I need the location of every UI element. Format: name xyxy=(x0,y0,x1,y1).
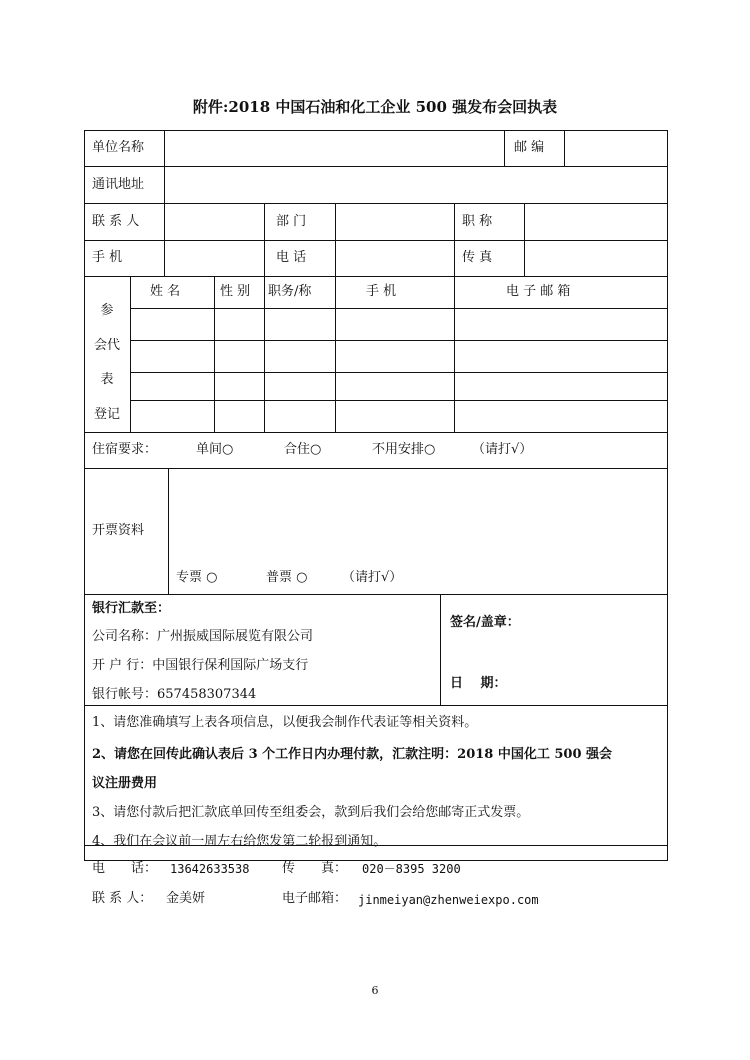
position-label: 职 称 xyxy=(462,214,493,229)
contact-label: 联 系 人 xyxy=(92,214,140,229)
footer-email-value[interactable]: jinmeiyan@zhenweiexpo.com xyxy=(358,893,539,907)
col-mobile-header: 手 机 xyxy=(366,284,397,299)
note-2-cont: 议注册费用 xyxy=(92,776,158,791)
footer-contact-label: 联 系 人： xyxy=(92,891,153,906)
registration-form xyxy=(84,130,668,861)
normal-invoice-option[interactable]: 普票 ○ xyxy=(266,570,308,585)
accommodation-label: 住宿要求： xyxy=(92,442,158,457)
note-2: 2、请您在回传此确认表后 3 个工作日内办理付款，汇款注明：2018 中国化工 500 强会 xyxy=(92,747,613,762)
footer-tel-label: 电 话： xyxy=(92,861,158,876)
address-label: 通讯地址 xyxy=(92,177,145,192)
postcode-label: 邮 编 xyxy=(514,140,545,155)
col-title-header: 职务/称 xyxy=(268,284,312,299)
note-3: 3、请您付款后把汇款底单回传至组委会，款到后我们会给您邮寄正式发票。 xyxy=(92,805,530,820)
footer-fax-label: 传 真： xyxy=(282,861,348,876)
bank-company: 公司名称：广州振威国际展览有限公司 xyxy=(92,629,314,644)
special-invoice-option[interactable]: 专票 ○ xyxy=(176,570,218,585)
single-room-option[interactable]: 单间○ xyxy=(196,442,234,457)
unit-name-label: 单位名称 xyxy=(92,140,145,155)
accommodation-note: （请打√） xyxy=(472,442,533,457)
mobile-label: 手 机 xyxy=(92,250,123,265)
note-1: 1、请您准确填写上表各项信息，以便我会制作代表证等相关资料。 xyxy=(92,715,478,730)
invoice-label: 开票资料 xyxy=(92,523,145,538)
bank-heading: 银行汇款至： xyxy=(92,601,171,616)
footer-contact-value: 金美妍 xyxy=(166,891,206,906)
signature-label: 签名/盖章： xyxy=(450,615,520,630)
bank-account: 银行帐号：657458307344 xyxy=(92,687,257,702)
page-number: 6 xyxy=(371,984,379,997)
department-label: 部 门 xyxy=(276,214,307,229)
footer-email-label: 电子邮箱： xyxy=(282,891,348,906)
fax-label: 传 真 xyxy=(462,250,493,265)
footer-fax-value: 020－8395 3200 xyxy=(362,862,461,876)
no-arrangement-option[interactable]: 不用安排○ xyxy=(372,442,436,457)
bank-name: 开 户 行：中国银行保利国际广场支行 xyxy=(92,658,309,673)
delegate-side-label: 参 会代 表 登记 xyxy=(93,303,120,422)
col-email-header: 电 子 邮 箱 xyxy=(506,284,571,299)
shared-room-option[interactable]: 合住○ xyxy=(284,442,322,457)
page-title: 附件:2018 中国石油和化工企业 500 强发布会回执表 xyxy=(192,98,558,116)
col-name-header: 姓 名 xyxy=(150,284,181,299)
phone-label: 电 话 xyxy=(276,250,307,265)
invoice-note: （请打√） xyxy=(342,570,403,585)
footer-tel-value: 13642633538 xyxy=(170,862,250,876)
note-4: 4、我们在会议前一周左右给您发第二轮报到通知。 xyxy=(92,834,387,849)
date-label: 日 期： xyxy=(450,676,507,691)
col-gender-header: 性 别 xyxy=(220,284,251,299)
